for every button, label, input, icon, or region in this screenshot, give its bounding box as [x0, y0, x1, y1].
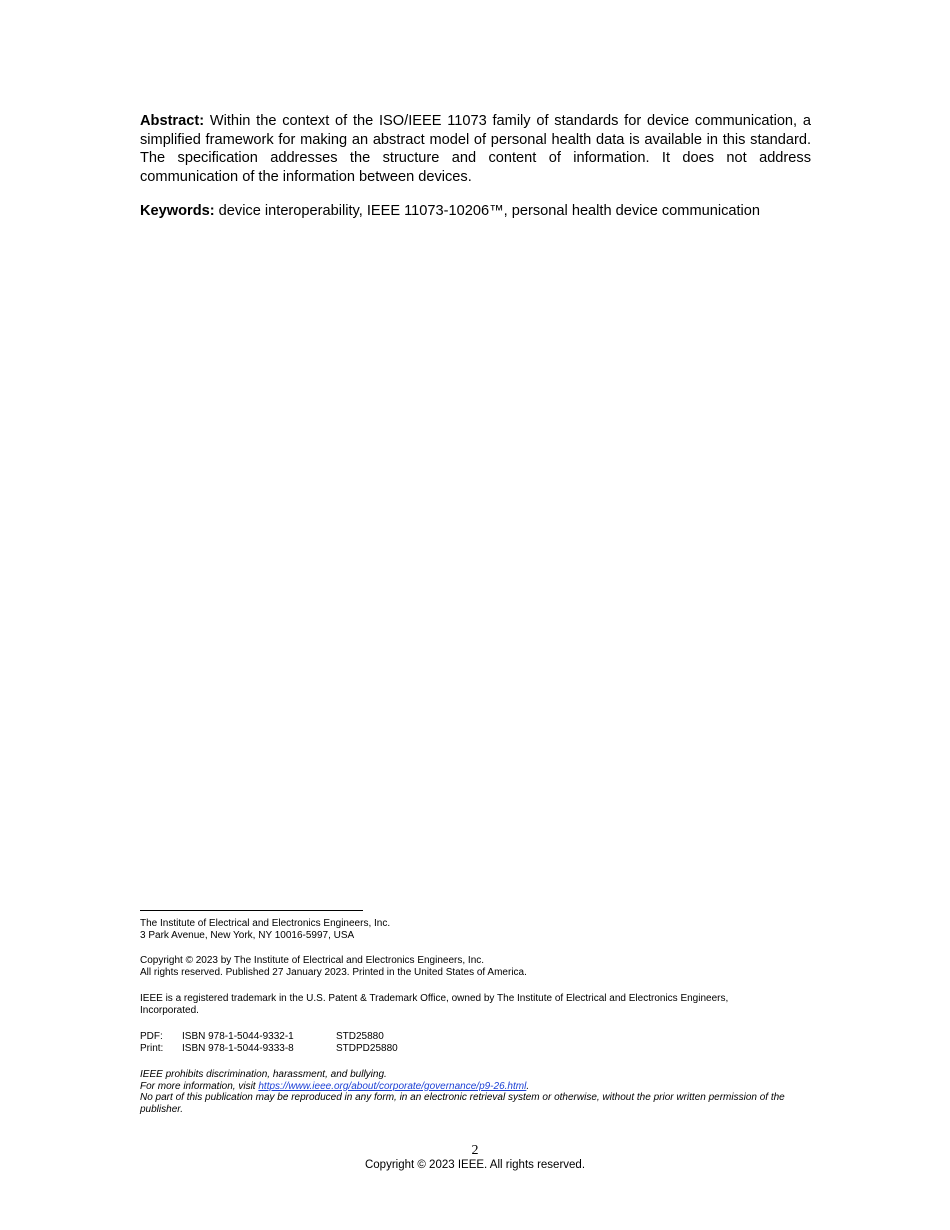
governance-link[interactable]: https://www.ieee.org/about/corporate/governance/p9-26.html: [258, 1080, 527, 1092]
isbn-row: [140, 1031, 820, 1043]
copyright-line: Copyright © 2023 by The Institute of Electrical and Electronics Engineers, Inc.: [140, 955, 485, 966]
prohibits-line: IEEE prohibits discrimination, harassment, and bullying.: [140, 1069, 387, 1080]
isbn-code: STDPD25880: [336, 1042, 398, 1054]
address-line: The Institute of Electrical and Electronics Engineers, Inc.: [140, 918, 391, 929]
isbn-number: ISBN 978-1-5044-9333-8: [182, 1042, 294, 1054]
isbn-number: ISBN 978-1-5044-9332-1: [182, 1031, 294, 1042]
footnote-divider: [140, 910, 363, 911]
publisher-address: [140, 918, 820, 941]
isbn-format: Print:: [140, 1042, 164, 1054]
trademark-notice: IEEE is a registered trademark in the U.S. Patent & Trademark Office, owned by The Institute of Electrical and Electronics Engineers, Incorporated.: [140, 993, 729, 1016]
no-part-line: No part of this publication may be reproduced in any form, in an electronic retrieval system or otherwise, without the prior written permission of the publisher.: [140, 1092, 785, 1115]
more-info-line: [140, 1081, 820, 1093]
copyright-notice: [140, 955, 820, 978]
keywords-text: device interoperability, IEEE 11073-10206™, personal health device communication: [214, 203, 761, 219]
keywords-paragraph: [140, 202, 840, 221]
page-number: 2: [471, 1143, 479, 1158]
address-line: 3 Park Avenue, New York, NY 10016-5997, USA: [140, 929, 355, 941]
isbn-format: PDF:: [140, 1031, 163, 1042]
abstract-label: Abstract:: [140, 113, 205, 129]
legal-notice: [140, 1069, 820, 1115]
more-info-suffix: .: [526, 1080, 530, 1092]
isbn-row: [140, 1043, 820, 1055]
more-info-prefix: For more information, visit: [140, 1080, 259, 1092]
abstract-paragraph: [140, 112, 811, 186]
page-footer-copyright: Copyright © 2023 IEEE. All rights reserved.: [364, 1159, 586, 1171]
copyright-line: All rights reserved. Published 27 January 2023. Printed in the United States of America.: [140, 966, 527, 978]
keywords-label: Keywords:: [140, 203, 215, 219]
isbn-code: STD25880: [336, 1031, 384, 1042]
isbn-table: [140, 1031, 820, 1054]
abstract-text: Within the context of the ISO/IEEE 11073 family of standards for device communication, a simplified framework for making an abstract model of personal health data is available in this standard. The specification addresses the structure and content of information. It does not address communication of the information between devices.: [140, 113, 811, 185]
